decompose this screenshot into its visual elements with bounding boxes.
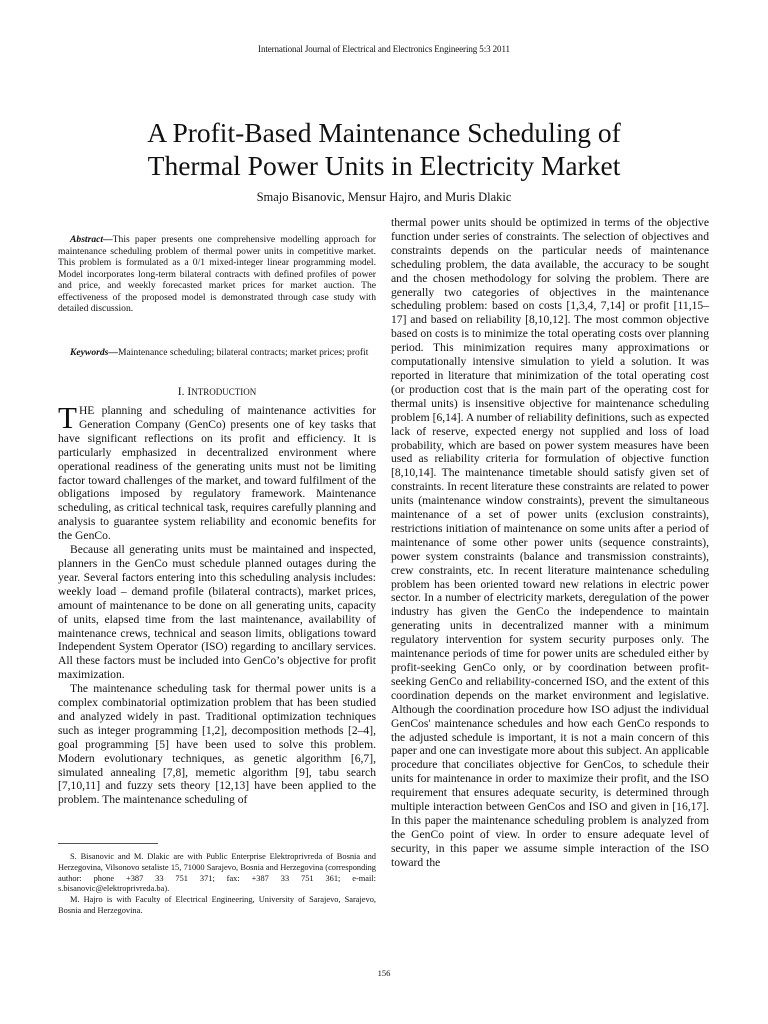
intro-paragraph-2: Because all generating units must be maintained and inspected, planners in the GenCo must schedule planned outages during the year. Several factors entering into this scheduling analysis includes: weekly load – demand profile (bilateral contracts), market prices, amount of maintenance to be done on all generating units, capacity of units, elapsed time from the last maintenance, availability of maintenance crews, technical and season limits, obligations toward Independent System Operator (ISO) regarding to ancillary services. All these factors must be included into GenCo’s objective for profit maximization. — [58, 543, 376, 682]
paper-title — [40, 116, 728, 182]
section-heading-introduction — [58, 386, 376, 398]
keywords-dash: — — [108, 347, 118, 358]
abstract-label: Abstract — [70, 234, 104, 245]
drop-cap: T — [58, 400, 77, 435]
title-line-2: Thermal Power Units in Electricity Market — [147, 150, 621, 181]
journal-header: International Journal of Electrical and Electronics Engineering 5:3 2011 — [258, 44, 510, 54]
section-number: I. I — [177, 386, 192, 398]
introduction-body — [58, 400, 376, 807]
author-list: Smajo Bisanovic, Mensur Hajro, and Muris Dlakic — [256, 190, 512, 204]
title-line-1: A Profit-Based Maintenance Scheduling of — [147, 117, 621, 148]
abstract-text: This paper presents one comprehensive modelling approach for maintenance scheduling problem of thermal power units in competitive market. This problem is formulated as a 0/1 mixed-integer linear programming model. Model incorporates long-term bilateral contracts with defined profiles of power and price, and weekly forecasted market prices for market auction. The effectiveness of the proposed model is demonstrated through case study with detailed discussion. — [58, 234, 376, 314]
keywords — [58, 347, 376, 359]
footnote-divider — [58, 843, 158, 844]
abstract-dash: — — [103, 234, 113, 245]
footnotes — [58, 852, 376, 917]
intro-paragraph-1: THE planning and scheduling of maintenance activities for Generation Company (GenCo) presents one of key tasks that have significant reflections on its profit and efficiency. It is particularly emphasized in decentralized environment where operational readiness of the generating units must not be limiting factor toward challenges of the market, and toward fulfilment of the obligations imposed by regulatory framework. Maintenance scheduling, as critical technical task, requires carefully planning and analysis to guarantee system reliability and economic benefits for the GenCo. — [58, 400, 376, 543]
abstract — [58, 234, 376, 315]
keywords-text: Maintenance scheduling; bilateral contracts; market prices; profit — [117, 347, 369, 358]
intro-paragraph-3: The maintenance scheduling task for thermal power units is a complex combinatorial optimization problem that has been studied and analyzed widely in past. Traditional optimization techniques such as integer programming [1,2], decomposition methods [2–4], goal programming [5] have been used to solve this problem. Modern evolutionary techniques, as genetic algorithm [6,7], simulated annealing [7,8], memetic algorithm [9], tabu search [7,10,11] and fuzzy sets theory [12,13] have been applied to the problem. The maintenance scheduling of — [58, 682, 376, 807]
section-title: NTRODUCTION — [191, 387, 257, 397]
keywords-label: Keywords — [70, 347, 109, 358]
right-paragraph-1: thermal power units should be optimized in terms of the objective function under series of constraints. The selection of objectives and constraints depends on the particular needs of maintenance scheduling problem, the data available, the accuracy to be sought and the chosen methodology for solving the problem. There are generally two categories of objectives in the maintenance scheduling problem: based on costs [1,3,4, 7,14] or profit [11,15–17] and based on reliability [8,10,12]. The most common objective based on costs is to minimize the total operating costs over planning period. This minimization requires many approximations or computationally intensive simulation to yield a solution. It was reported in literature that minimization of the total operating cost (or production cost that is the main part of the operating cost for thermal units) is insensitive objective for maintenance scheduling problem [6,14]. A number of reliability definitions, such as expected lack of reserve, expected energy not supplied and loss of load probability, which are based on power system measures have been used as reliability criteria for formulation of objective function [8,10,14]. The maintenance timetable should satisfy given set of constraints. In recent literature these constraints are related to power units (maintenance window constraints), prevent the simultaneous maintenance of a set of power units (exclusion constraints), restrictions initiation of maintenance on some units after a period of maintenance of some other power units (sequence constraints), power system constraints (balance and transmission constraints), crew constraints, etc. In recent literature maintenance scheduling problem has been oriented toward new relations in electric power sector. In a number of electricity markets, deregulation of the power industry has given the GenCo the independence to maintain generating units in decentralized manner with a minimum regulatory intervention for system security purposes only. The maintenance periods of time for power units are scheduled either by profit-seeking GenCo only, or by coordination between profit-seeking GenCo and reliability-concerned ISO, and the extent of this coordination depends on the market environment and legislative. Although the coordination procedure how ISO adjust the individual GenCos' maintenance schedules and how each GenCo responds to the adjusted schedule is important, it is not a main concern of this paper and one can investigate more about this subject. An applicable procedure that conciliates objective for GenCos, to schedule their units for maintenance in order to maximize their profit, and the ISO requirement that ensures adequate security, is determined through multiple interaction between GenCos and ISO and given in [16,17]. In this paper the maintenance scheduling problem is analyzed from the GenCo point of view. In order to ensure adequate level of security, in this paper we assume simple interaction of the ISO toward the — [391, 216, 709, 869]
footnote-2: M. Hajro is with Faculty of Electrical Engineering, University of Sarajevo, Sarajevo, Bosnia and Herzegovina. — [58, 895, 376, 915]
right-column-body — [391, 216, 709, 870]
footnote-1: S. Bisanovic and M. Dlakic are with Public Enterprise Elektroprivreda of Bosnia and Herzegovina, Vilsonovo setaliste 15, 71000 Sarajevo, Bosnia and Herzegovina (corresponding author: phone +387 33 751 371; fax: +387 33 751 361; e-mail: s.bisanovic@elektroprivreda.ba). — [58, 852, 376, 894]
page-number: 156 — [377, 968, 391, 978]
